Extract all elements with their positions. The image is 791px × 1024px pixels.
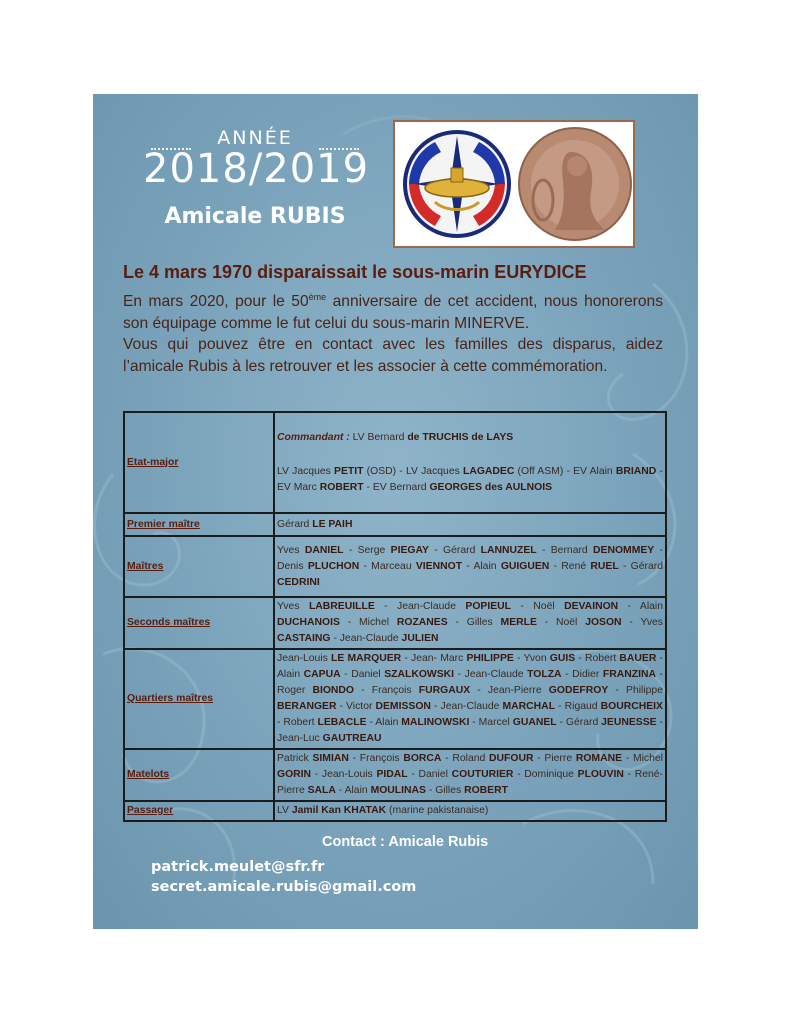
name-text: - Daniel (340, 669, 385, 680)
surname: DEMISSON (375, 701, 431, 712)
surname: TOLZA (527, 669, 562, 680)
name-text: - René (549, 560, 591, 572)
email-link-2[interactable]: secret.amicale.rubis@gmail.com (151, 879, 417, 895)
row-names (274, 649, 666, 749)
row-label: Passager (124, 801, 274, 821)
row-label: Seconds maîtres (124, 597, 274, 649)
surname: DEVAINON (564, 601, 619, 612)
surname: GAUTREAU (322, 733, 382, 744)
name-text: LV Bernard (349, 431, 408, 443)
crew-table (123, 411, 667, 822)
surname: POPIEUL (465, 601, 512, 612)
surname: Jamil Kan KHATAK (291, 805, 387, 816)
surname: SIMIAN (312, 753, 349, 764)
intro-paragraph-2: Vous qui pouvez être en contact avec les familles des disparus, aidez l’amicale Rubis à les retrouver et les associer à cette commémoration. (123, 336, 663, 375)
name-text: Yves (277, 544, 305, 556)
name-text: - Gérard (618, 560, 663, 572)
email-link-1[interactable]: patrick.meulet@sfr.fr (151, 859, 325, 875)
surname: JOSON (585, 617, 622, 628)
name-text: - Serge (343, 544, 391, 556)
name-text: Jean-Louis (277, 653, 332, 664)
table-row (124, 597, 666, 649)
name-text: LV Jacques (277, 465, 335, 477)
club-name: Amicale RUBIS (164, 204, 346, 229)
surname: MOULINAS (370, 785, 426, 796)
commander-line: Commandant : LV Bernard de TRUCHIS de LAYS (277, 431, 514, 443)
name-text: - Alain (335, 785, 371, 796)
intro-text (123, 287, 663, 377)
name-text: - Roland (441, 753, 490, 764)
logos-frame (393, 120, 635, 248)
name-text: - Alain (277, 653, 663, 680)
surname: MARCHAL (502, 701, 556, 712)
name-text: - Jean-Luc (277, 717, 663, 744)
year-label: ANNÉE (217, 127, 293, 149)
name-text: Yves (277, 601, 309, 612)
table-row (124, 649, 666, 749)
surname: JULIEN (401, 633, 439, 644)
surname: DUCHANOIS (277, 617, 340, 628)
surname: BRIAND (615, 465, 657, 477)
name-text: (marine pakistanaise) (386, 805, 489, 816)
name-text: - Alain (618, 601, 663, 612)
name-text: - Noël (511, 601, 565, 612)
name-text: - Roger (277, 669, 663, 696)
surname: DANIEL (304, 544, 344, 556)
surname: CEDRINI (277, 576, 320, 588)
surname: GEORGES des AULNOIS (429, 481, 553, 493)
surname: ROZANES (396, 617, 448, 628)
surname: GORIN (277, 769, 312, 780)
name-text: - Jean-Claude (330, 633, 402, 644)
row-names (274, 536, 666, 597)
name-text: - Philippe (608, 685, 663, 696)
poster (93, 94, 698, 929)
surname: GUIS (549, 653, 576, 664)
surname: LE PAIH (312, 518, 353, 530)
name-text: - François (354, 685, 419, 696)
name-text: - Noël (536, 617, 586, 628)
name-text: - Dominique (513, 769, 578, 780)
surname: ROBERT (464, 785, 508, 796)
name-text: Gérard (277, 518, 313, 530)
row-names (274, 597, 666, 649)
surname: FURGAUX (418, 685, 471, 696)
row-label: Quartiers maîtres (124, 649, 274, 749)
name-text: - Jean-Claude (454, 669, 528, 680)
name-text: - Pierre (533, 753, 576, 764)
name-text: (OSD) - LV Jacques (363, 465, 463, 477)
name-text: - Jean-Pierre (470, 685, 549, 696)
surname: BOURCHEIX (600, 701, 663, 712)
name-text: - Jean-Louis (311, 769, 377, 780)
surname: ROBERT (319, 481, 364, 493)
name-text: - Michel (339, 617, 397, 628)
name-text: - Rigaud (555, 701, 601, 712)
surname: FRANZINA (602, 669, 656, 680)
row-label: Etat-major (124, 412, 274, 513)
surname: BAUER (619, 653, 657, 664)
surname: CASTAING (277, 633, 331, 644)
name-text: Patrick (277, 753, 313, 764)
name-text: - Alain (366, 717, 402, 728)
name-text: - EV Marc (277, 465, 663, 493)
surname: MALINOWSKI (401, 717, 470, 728)
name-text: - Denis (277, 544, 663, 572)
contact-title: Contact : Amicale Rubis (322, 834, 489, 850)
surname: ROMANE (575, 753, 623, 764)
name-text: - Gilles (425, 785, 465, 796)
name-text: - Gérard (556, 717, 602, 728)
name-text: - Gérard (428, 544, 481, 556)
surname: SALA (307, 785, 336, 796)
name-text: - Victor (336, 701, 376, 712)
eurydice-medal-icon (519, 128, 631, 240)
name-text: - François (348, 753, 404, 764)
surname: PIEGAY (390, 544, 429, 556)
surname: DENOMMEY (593, 544, 655, 556)
surname: LANNUZEL (480, 544, 537, 556)
name-text: - Daniel (407, 769, 452, 780)
surname: JEUNESSE (601, 717, 657, 728)
surname: GUIGUEN (500, 560, 550, 572)
name-text: (Off ASM) - EV Alain (514, 465, 616, 477)
row-names (274, 801, 666, 821)
surname: LEBACLE (317, 717, 367, 728)
surname: PHILIPPE (466, 653, 514, 664)
name-text: - Robert (277, 717, 318, 728)
surname: GODEFROY (548, 685, 609, 696)
name-text: - Jean-Claude (374, 601, 466, 612)
name-text: - EV Bernard (363, 481, 430, 493)
name-text: - Bernard (536, 544, 594, 556)
surname: LE MARQUER (331, 653, 402, 664)
row-label: Premier maître (124, 513, 274, 536)
row-names (274, 749, 666, 801)
surname: BIONDO (312, 685, 355, 696)
surname: LABREUILLE (308, 601, 375, 612)
surname: DUFOUR (489, 753, 534, 764)
surname: PIDAL (376, 769, 408, 780)
name-text: - Didier (561, 669, 603, 680)
year-title: 2018/2019 (143, 146, 370, 192)
surname: PLUCHON (307, 560, 360, 572)
table-row (124, 412, 666, 513)
intro-paragraph-1: En mars 2020, pour le 50ème anniversaire de cet accident, nous honorerons son équipage comme le fut celui du sous-marin MINERVE. (123, 292, 663, 332)
name-text: - Marcel (469, 717, 513, 728)
staff-line (277, 464, 663, 496)
name-text: - Jean- Marc (401, 653, 467, 664)
row-label: Matelots (124, 749, 274, 801)
name-text: - René-Pierre (277, 769, 664, 796)
table-row (124, 536, 666, 597)
surname: SZALKOWSKI (384, 669, 455, 680)
surname: PLOUVIN (577, 769, 624, 780)
name-text: - Marceau (359, 560, 416, 572)
row-label: Maîtres (124, 536, 274, 597)
headline: Le 4 mars 1970 disparaissait le sous-marin EURYDICE (123, 262, 587, 282)
surname: CAPUA (303, 669, 341, 680)
surname: RUEL (590, 560, 619, 572)
name-text: LV (277, 805, 292, 816)
surname: COUTURIER (451, 769, 514, 780)
surname: BERANGER (277, 701, 337, 712)
surname: VIENNOT (415, 560, 463, 572)
name-text: - Yvon (513, 653, 550, 664)
surname: MERLE (500, 617, 537, 628)
table-row (124, 749, 666, 801)
row-names (274, 513, 666, 536)
name-text: - Michel (622, 753, 663, 764)
row-names (274, 412, 666, 513)
gasm-emblem-icon (405, 132, 509, 236)
surname: BORCA (403, 753, 442, 764)
surname: PETIT (334, 465, 364, 477)
surname: LAGADEC (462, 465, 515, 477)
surname: GUANEL (512, 717, 557, 728)
name-text: - Gilles (447, 617, 501, 628)
name-text: - Jean-Claude (430, 701, 503, 712)
name-text: - Yves (621, 617, 663, 628)
table-row (124, 513, 666, 536)
name-text: - Robert (575, 653, 620, 664)
name-text: - Alain (462, 560, 501, 572)
table-row (124, 801, 666, 821)
surname: de TRUCHIS de LAYS (407, 431, 514, 443)
